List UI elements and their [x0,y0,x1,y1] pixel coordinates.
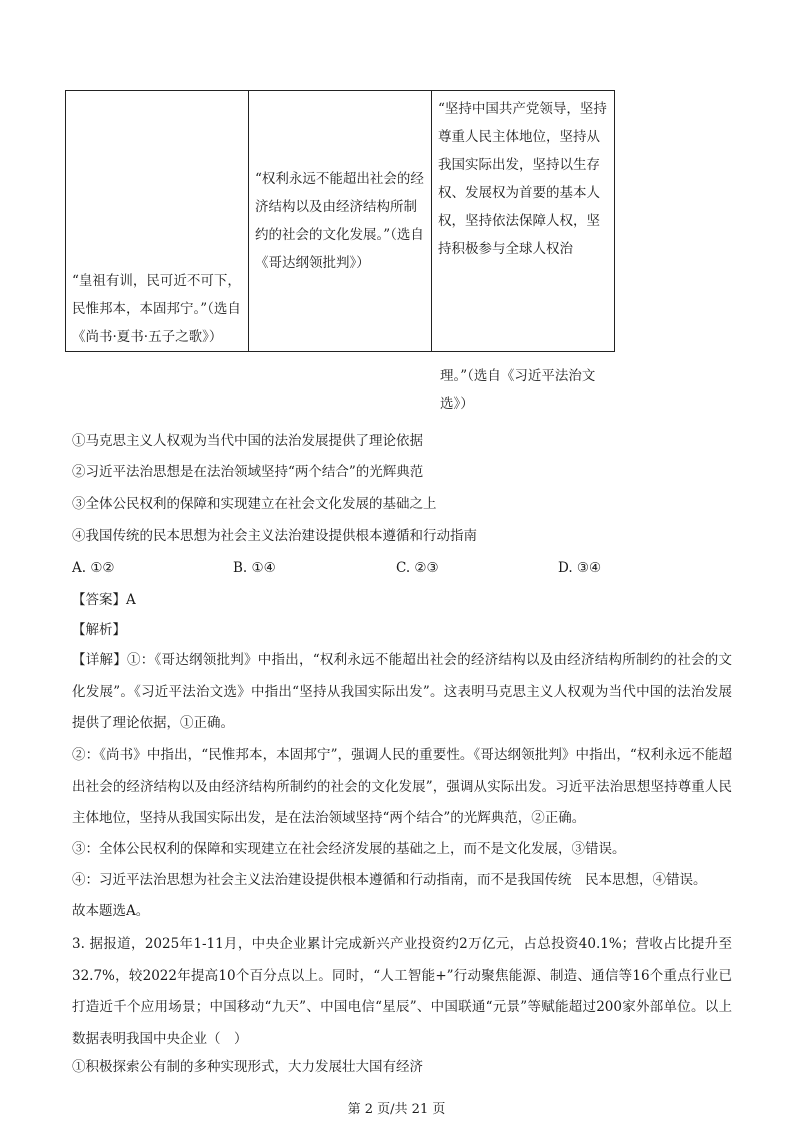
quote-cell-xi: “坚持中国共产党领导，坚持尊重人民主体地位，坚持从我国实际出发，坚持以生存权、发展权为首要的基本人权，坚持依法保障人权，坚持积极参与全球人权治 [432,91,615,352]
answer-label: 【答案】A [72,592,136,608]
statement-3: ③全体公民权利的保障和实现建立在社会文化发展的基础之上 [72,496,437,512]
statement-1: ①马克思主义人权观为当代中国的法治发展提供了理论依据 [72,433,423,449]
option-b: B. ①④ [233,560,276,576]
option-a: A. ①② [72,560,115,576]
option-c: C. ②③ [396,560,439,576]
statement-2: ②习近平法治思想是在法治领域坚持“两个结合”的光辉典范 [72,464,424,480]
page-footer: 第 2 页/共 21 页 [347,1102,446,1117]
statement-4: ④我国传统的民本思想为社会主义法治建设提供根本遵循和行动指南 [72,528,477,544]
option-d: D. ③④ [558,560,602,576]
analysis-paragraph-3: ③：全体公民权利的保障和实现建立在社会经济发展的基础之上，而不是文化发展，③错误。 [72,841,626,857]
analysis-paragraph-5: 故本题选A。 [72,903,150,919]
analysis-paragraph-2: ②：《尚书》中指出，“民惟邦本，本固邦宁”，强调人民的重要性。《哥达纲领批判》中指出，“权利永远不能超出社会的经济结构以及由经济结构所制约的社会的文化发展”，强调从实际出发。习近平法治思想坚持尊重人民主体地位，坚持从我国实际出发，是在法治领域坚持“两个结合”的光辉典范，②正确。 [72,747,732,826]
analysis-paragraph-1: 【详解】①：《哥达纲领批判》中指出，“权利永远不能超出社会的经济结构以及由经济结构所制约的社会的文化发展”。《习近平法治文选》中指出“坚持从我国实际出发”。这表明马克思主义人权观为当代中国的法治发展提供了理论依据，①正确。 [72,652,732,731]
quote-cell-shangshu: “皇祖有训，民可近不可下，民惟邦本，本固邦宁。”（选自《尚书·夏书·五子之歌》） [66,91,249,352]
quote-cell-xi-overflow: 理。”（选自《习近平法治文选》） [440,368,596,412]
question-3-statement-1: ①积极探索公有制的多种实现形式，大力发展壮大国有经济 [72,1059,423,1075]
quote-cell-gotha: “权利永远不能超出社会的经济结构以及由经济结构所制约的社会的文化发展。”（选自《哥达纲领批判》） [249,91,432,352]
quote-table [65,90,615,352]
question-3-stem: 3. 据报道，2025年1-11月，中央企业累计完成新兴产业投资约2万亿元，占总投资40.1%；营收占比提升至32.7%，较2022年提高10个百分点以上。同时，“人工智能+”行动聚焦能源、制造、通信等16个重点行业已打造近千个应用场景；中国移动“九天”、中国电信“星辰”、中国联通“元景”等赋能超过200家外部单位。以上数据表明我国中央企业（ ） [72,936,732,1047]
analysis-label: 【解析】 [72,622,126,638]
analysis-paragraph-4: ④：习近平法治思想为社会主义法治建设提供根本遵循和行动指南，而不是我国传统 民本思想，④错误。 [72,872,707,888]
